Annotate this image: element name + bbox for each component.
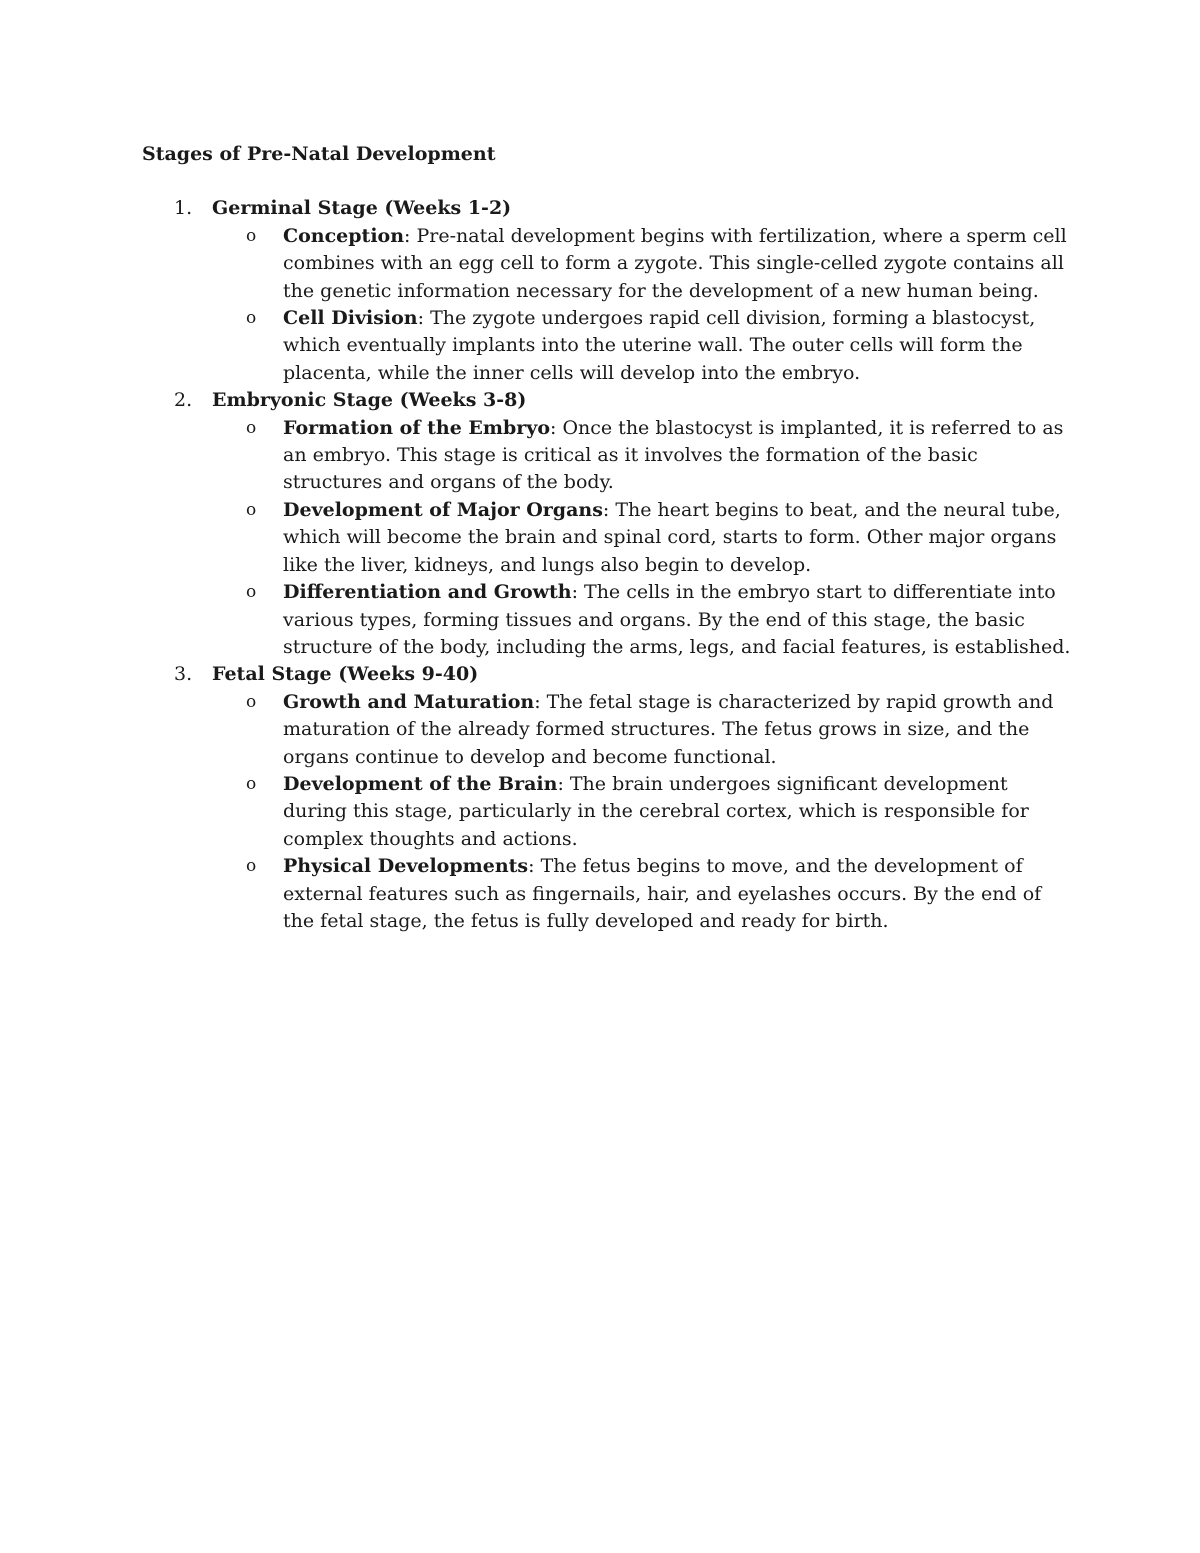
- bullet-icon: o: [246, 499, 257, 520]
- point-term: Differentiation and Growth: [283, 581, 572, 604]
- list-item: [212, 415, 1072, 497]
- stage-title: Embryonic Stage (Weeks 3-8): [212, 389, 527, 412]
- stage-number: 2.: [174, 389, 193, 412]
- stage-item: [142, 387, 1072, 661]
- stage-title: Germinal Stage (Weeks 1-2): [212, 197, 512, 220]
- bullet-icon: o: [246, 225, 257, 246]
- bullet-icon: o: [246, 308, 257, 329]
- document-body: [142, 141, 1072, 935]
- bullet-icon: o: [246, 582, 257, 603]
- bullet-icon: o: [246, 691, 257, 712]
- point-text: : The fetus begins to move, and the development of external features such as fingernails, hair, and eyelashes occurs. By the end of the fetal stage, the fetus is fully developed and ready for birth.: [283, 855, 1042, 932]
- point-text: : The fetal stage is characterized by rapid growth and maturation of the already formed structures. The fetus grows in size, and the organs continue to develop and become functional.: [283, 690, 1054, 768]
- point-term: Development of the Brain: [283, 772, 558, 795]
- point-term: Physical Developments: [283, 855, 529, 878]
- point-term: Cell Division: [283, 307, 418, 330]
- point-term: Conception: [283, 224, 405, 247]
- list-item: [212, 497, 1072, 579]
- point-text: : The zygote undergoes rapid cell division, forming a blastocyst, which eventually implants into the uterine wall. The outer cells will form the placenta, while the inner cells will develop into the embryo.: [283, 307, 1036, 384]
- list-item: [212, 689, 1072, 771]
- bullet-icon: o: [246, 856, 257, 877]
- point-term: Formation of the Embryo: [283, 416, 550, 439]
- list-item: [212, 579, 1072, 661]
- document-title: Stages of Pre-Natal Development: [142, 143, 496, 165]
- list-item: [212, 853, 1072, 935]
- stage-title: Fetal Stage (Weeks 9-40): [212, 663, 479, 686]
- list-item: [212, 223, 1072, 305]
- stage-number: 1.: [174, 197, 193, 220]
- point-term: Growth and Maturation: [283, 690, 535, 713]
- stage-item: [142, 195, 1072, 387]
- point-text: : The brain undergoes significant development during this stage, particularly in the cerebral cortex, which is responsible for complex thoughts and actions.: [283, 772, 1029, 850]
- list-item: [212, 305, 1072, 387]
- point-text: : Pre-natal development begins with fertilization, where a sperm cell combines with an egg cell to form a zygote. This single-celled zygote contains all the genetic information necessary for the development of a new human being.: [283, 224, 1067, 302]
- bullet-icon: o: [246, 773, 257, 794]
- stage-item: [142, 661, 1072, 935]
- point-text: : The cells in the embryo start to differentiate into various types, forming tissues and organs. By the end of this stage, the basic structure of the body, including the arms, legs, and facial features, is established.: [283, 581, 1071, 658]
- point-text: : The heart begins to beat, and the neural tube, which will become the brain and spinal cord, starts to form. Other major organs like the liver, kidneys, and lungs also begin to develop.: [283, 498, 1061, 576]
- point-term: Development of Major Organs: [283, 498, 603, 521]
- bullet-icon: o: [246, 417, 257, 438]
- list-item: [212, 771, 1072, 853]
- point-text: : Once the blastocyst is implanted, it is referred to as an embryo. This stage is critical as it involves the formation of the basic structures and organs of the body.: [283, 416, 1064, 494]
- stage-number: 3.: [174, 663, 193, 686]
